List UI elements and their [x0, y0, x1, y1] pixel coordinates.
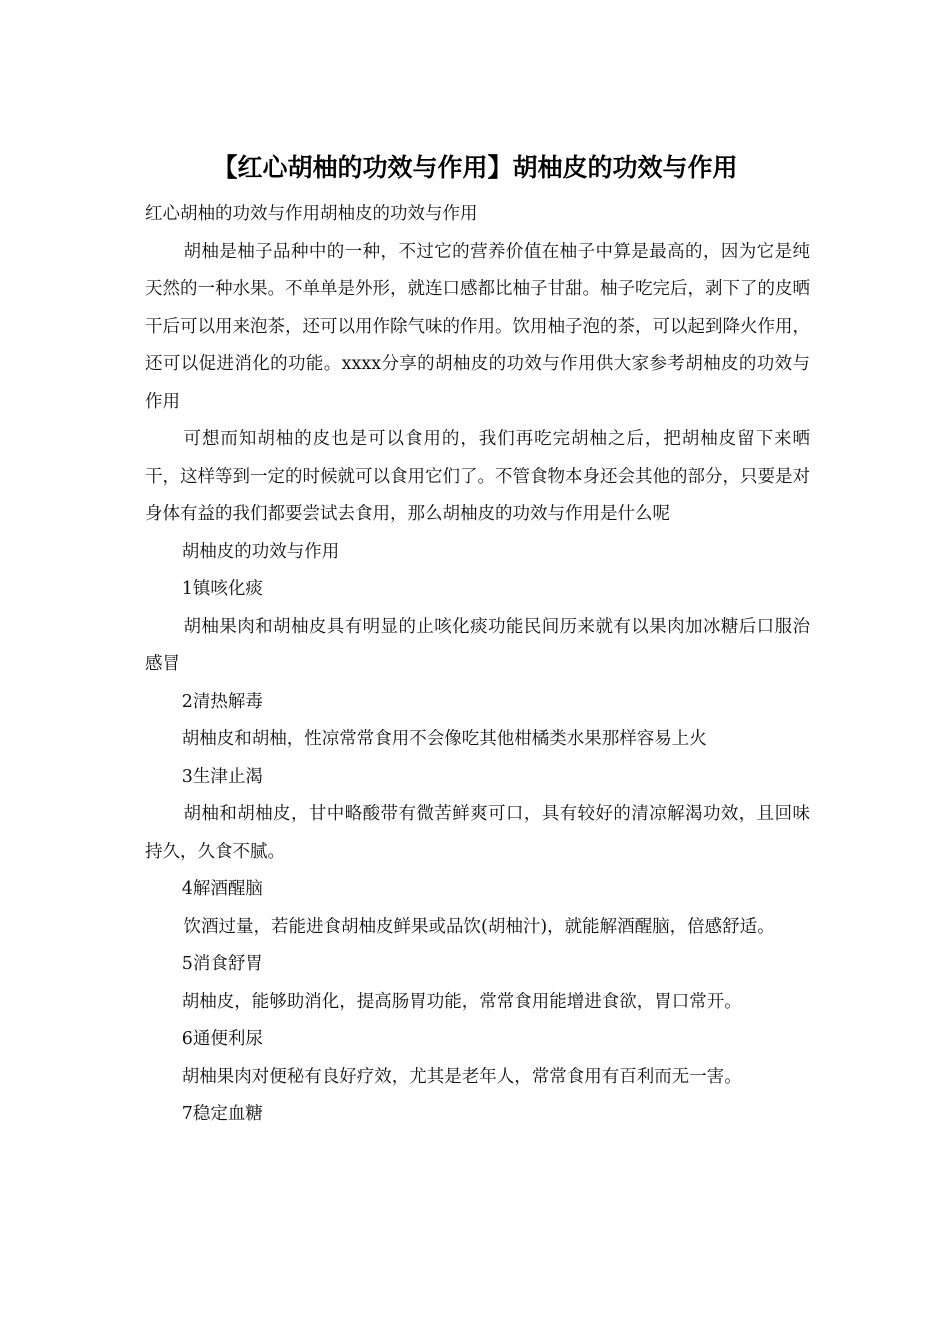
item-heading-4: 4解酒醒脑	[181, 879, 263, 899]
body-paragraph: 可想而知胡柚的皮也是可以食用的，我们再吃完胡柚之后，把胡柚皮留下来晒干，这样等到一定的时候就可以食用它们了。不管食物本身还会其他的部分，只要是对身体有益的我们都要尝试去食用，那么胡柚皮的功效与作用是什么呢	[145, 429, 810, 524]
item-heading-1: 1镇咳化痰	[181, 579, 263, 599]
document-body	[145, 196, 810, 1134]
item-heading-2: 2清热解毒	[181, 691, 263, 712]
intro-paragraph: 胡柚是柚子品种中的一种，不过它的营养价值在柚子中算是最高的，因为它是纯天然的一种水果。不单单是外形，就连口感都比柚子甘甜。柚子吃完后，剥下了的皮晒干后可以用来泡茶，还可以用作除气味的作用。饮用柚子泡的茶，可以起到降火作用，还可以促进消化的功能。xxxx分享的胡柚皮的功效与作用供大家参考胡柚皮的功效与作用	[145, 241, 810, 412]
section-heading: 胡柚皮的功效与作用	[181, 541, 340, 562]
subtitle-paragraph: 红心胡柚的功效与作用胡柚皮的功效与作用	[145, 204, 478, 224]
item-heading-3: 3生津止渴	[181, 766, 263, 787]
item-text-3: 胡柚和胡柚皮，甘中略酸带有微苦鲜爽可口，具有较好的清凉解渴功效，且回味持久，久食不腻。	[145, 804, 810, 862]
item-heading-6: 6通便利尿	[181, 1029, 263, 1049]
item-text-1: 胡柚果肉和胡柚皮具有明显的止咳化痰功能民间历来就有以果肉加冰糖后口服治感冒	[145, 616, 810, 674]
item-text-2: 胡柚皮和胡柚，性凉常常食用不会像吃其他柑橘类水果那样容易上火	[181, 729, 707, 749]
item-heading-5: 5消食舒胃	[181, 954, 263, 974]
item-heading-7: 7稳定血糖	[181, 1104, 263, 1124]
item-text-5: 胡柚皮，能够助消化，提高肠胃功能，常常食用能增进食欲，胃口常开。	[181, 991, 742, 1012]
item-text-4: 饮酒过量，若能进食胡柚皮鲜果或品饮(胡柚汁)，就能解酒醒脑，倍感舒适。	[183, 916, 775, 937]
document-title: 【红心胡柚的功效与作用】胡柚皮的功效与作用	[212, 153, 738, 182]
item-text-6: 胡柚果肉对便秘有良好疗效，尤其是老年人，常常食用有百利而无一害。	[181, 1066, 742, 1087]
